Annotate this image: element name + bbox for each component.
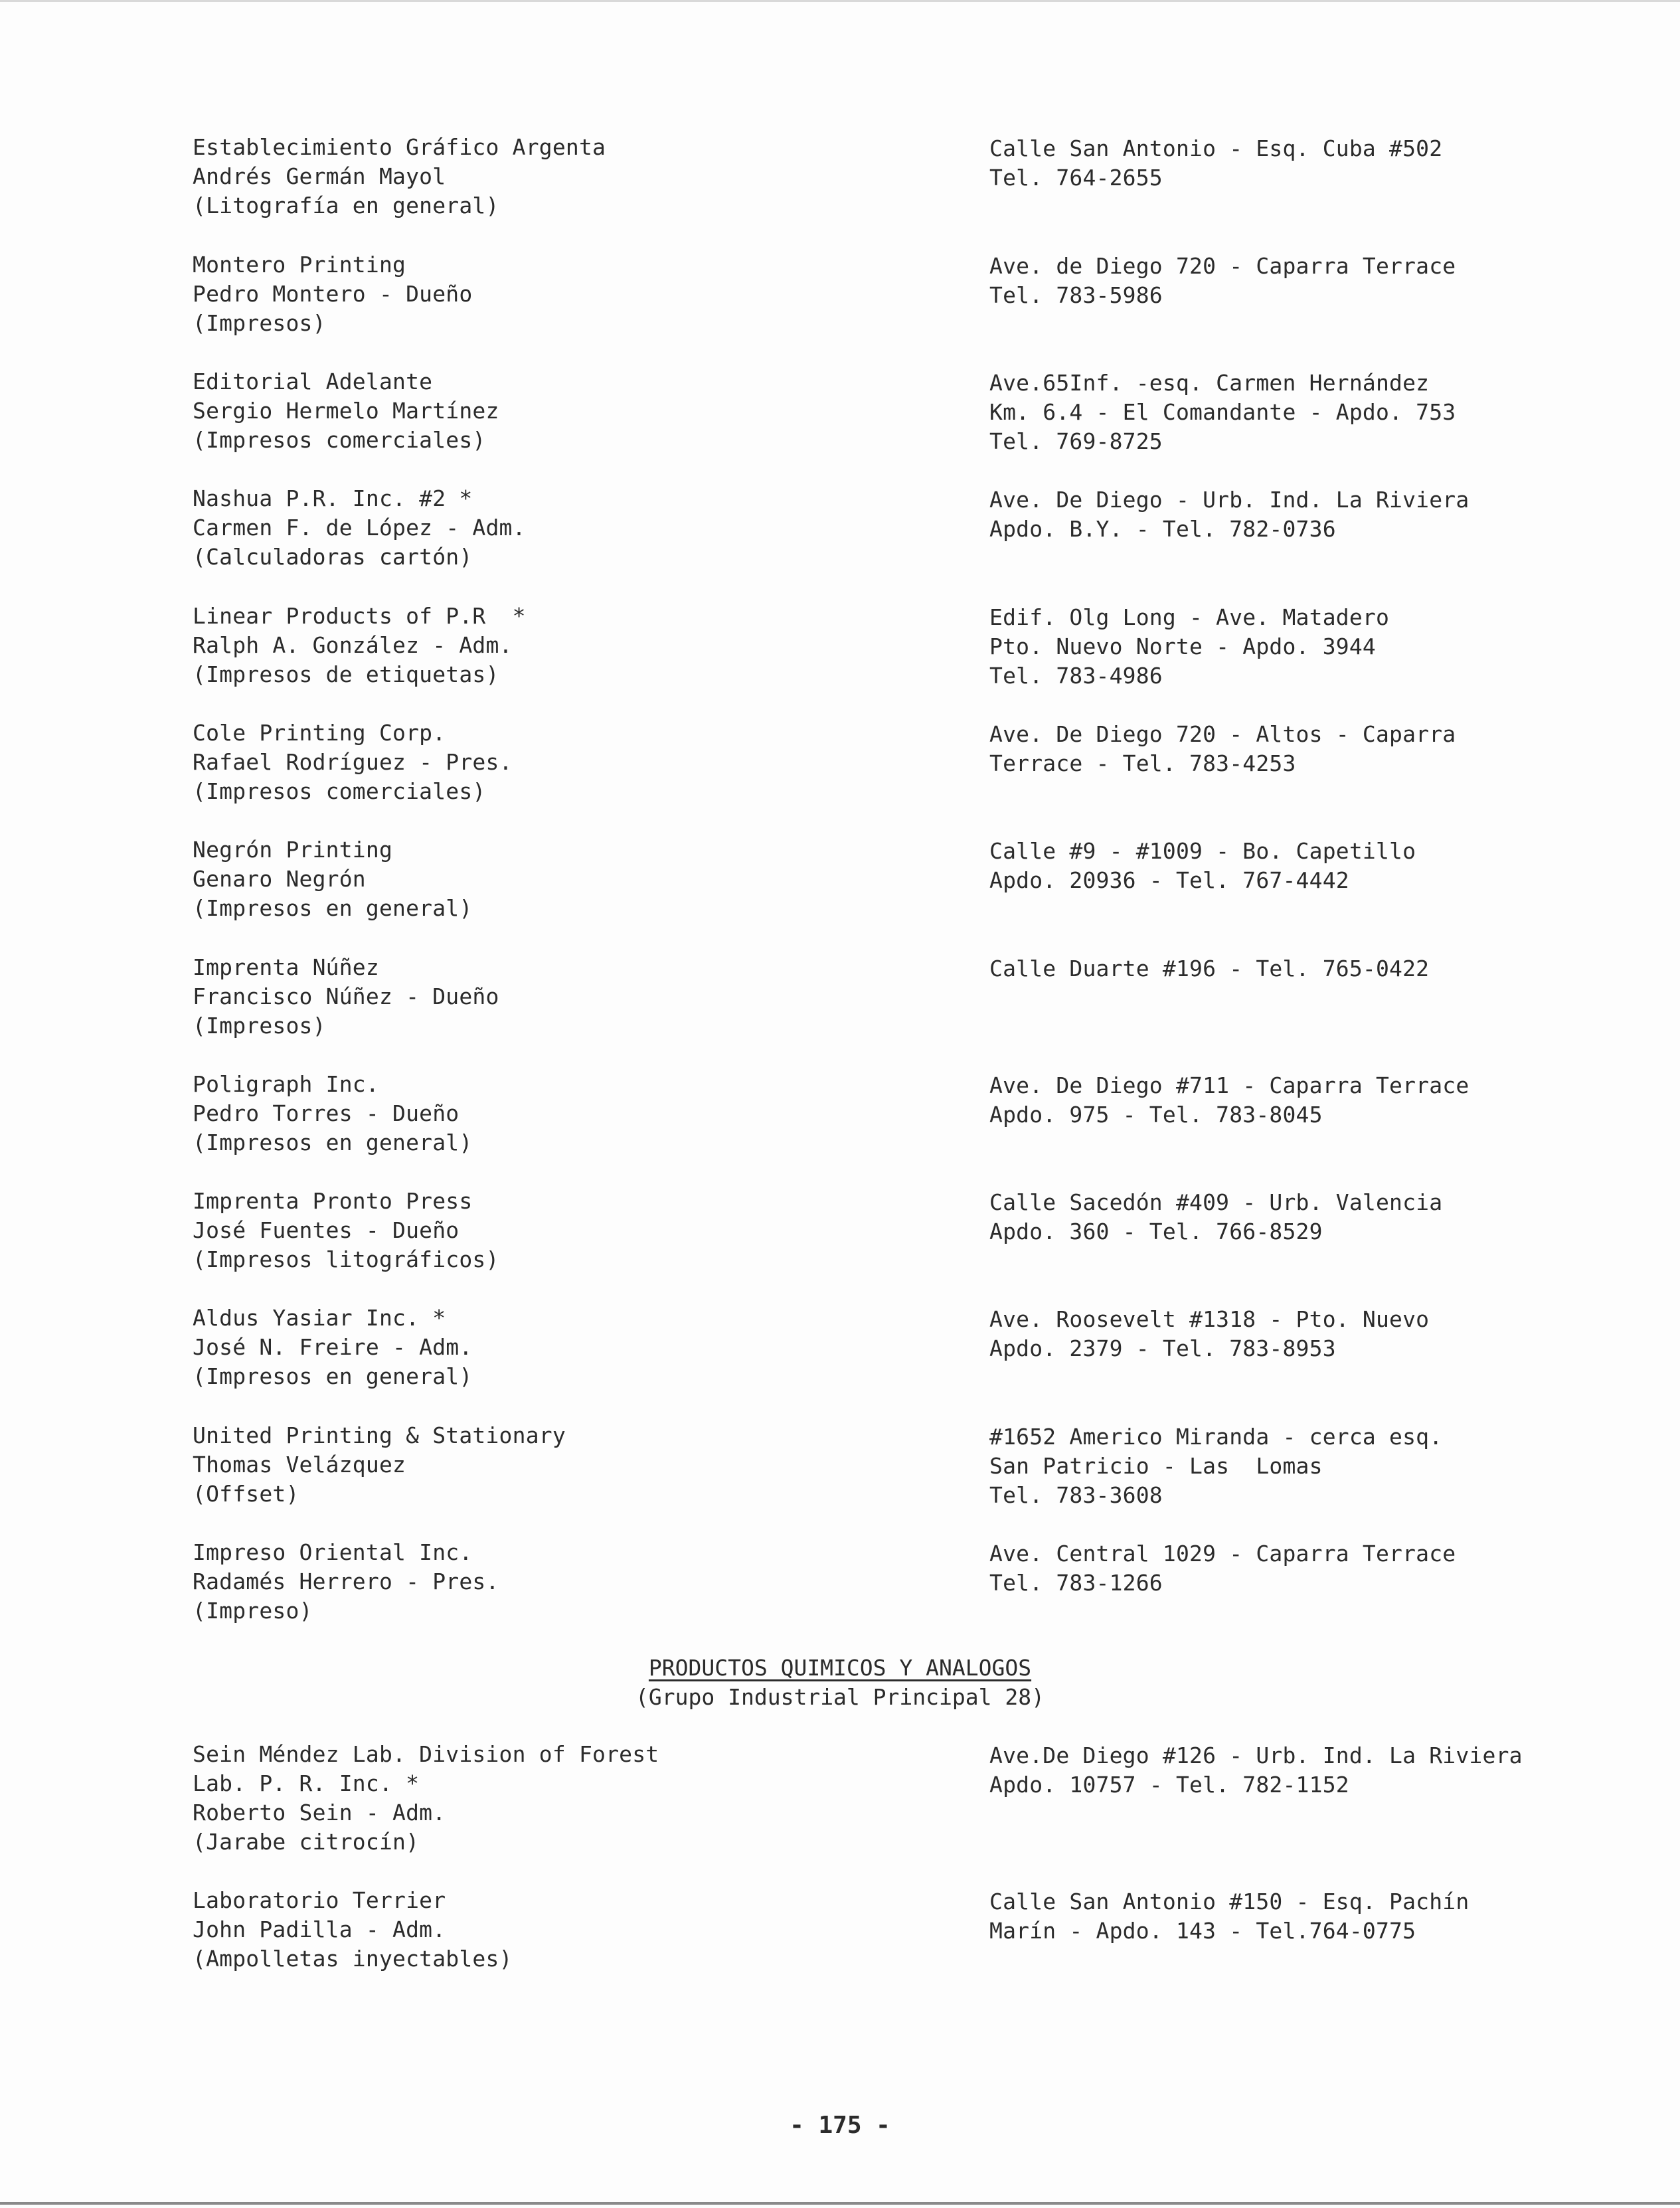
company-address-block bbox=[989, 1188, 1442, 1246]
company-detail: Pedro Montero - Dueño bbox=[193, 281, 473, 307]
address-line: #1652 Americo Miranda - cerca esq. bbox=[989, 1424, 1443, 1450]
company-name-block bbox=[193, 719, 513, 806]
company-name: Cole Printing Corp. bbox=[193, 720, 446, 746]
company-name-block bbox=[193, 1304, 472, 1391]
company-address-block bbox=[989, 837, 1416, 895]
company-detail: (Ampolletas inyectables) bbox=[193, 1946, 513, 1972]
company-name-block bbox=[193, 953, 499, 1041]
company-name: United Printing & Stationary bbox=[193, 1422, 566, 1448]
address-line: Apdo. 10757 - Tel. 782-1152 bbox=[989, 1772, 1349, 1798]
company-detail: (Impresos comerciales) bbox=[193, 778, 486, 804]
address-line: Ave.65Inf. -esq. Carmen Hernández bbox=[989, 370, 1430, 396]
address-line: Terrace - Tel. 783-4253 bbox=[989, 750, 1296, 776]
address-line: Calle San Antonio #150 - Esq. Pachín bbox=[989, 1889, 1470, 1914]
company-detail: (Impresos) bbox=[193, 310, 326, 336]
company-name-block bbox=[193, 1421, 566, 1509]
company-detail: Ralph A. González - Adm. bbox=[193, 632, 513, 658]
company-address-block bbox=[989, 1422, 1442, 1510]
address-line: Apdo. 975 - Tel. 783-8045 bbox=[989, 1102, 1323, 1128]
company-address-block bbox=[989, 954, 1429, 983]
company-detail: (Impresos en general) bbox=[193, 895, 473, 921]
company-name-block bbox=[193, 250, 472, 338]
section-title: PRODUCTOS QUIMICOS Y ANALOGOS bbox=[648, 1655, 1032, 1681]
company-address-block bbox=[989, 134, 1442, 193]
address-line: Ave.De Diego #126 - Urb. Ind. La Riviera bbox=[989, 1742, 1523, 1768]
company-detail: (Impresos litográficos) bbox=[193, 1246, 499, 1272]
address-line: Apdo. 2379 - Tel. 783-8953 bbox=[989, 1335, 1336, 1361]
company-address-block bbox=[989, 720, 1456, 778]
address-line: Calle Sacedón #409 - Urb. Valencia bbox=[989, 1189, 1443, 1215]
bottom-edge bbox=[0, 2202, 1680, 2205]
company-name-block bbox=[193, 602, 526, 689]
company-detail: (Impresos de etiquetas) bbox=[193, 661, 499, 687]
address-line: Apdo. B.Y. - Tel. 782-0736 bbox=[989, 516, 1336, 542]
address-line: Calle #9 - #1009 - Bo. Capetillo bbox=[989, 838, 1416, 864]
company-detail: Roberto Sein - Adm. bbox=[193, 1800, 446, 1826]
company-address-block bbox=[989, 1305, 1429, 1363]
company-detail: (Impresos comerciales) bbox=[193, 427, 486, 453]
company-name-block bbox=[193, 133, 606, 220]
company-name: Aldus Yasiar Inc. * bbox=[193, 1305, 446, 1331]
company-detail: (Impreso) bbox=[193, 1598, 313, 1624]
company-name: Nashua P.R. Inc. #2 * bbox=[193, 485, 473, 511]
company-detail: José N. Freire - Adm. bbox=[193, 1334, 473, 1360]
address-line: Ave. Central 1029 - Caparra Terrace bbox=[989, 1541, 1456, 1567]
company-name-block bbox=[193, 1886, 513, 1974]
company-detail: Genaro Negrón bbox=[193, 866, 366, 892]
company-name-block bbox=[193, 484, 526, 572]
company-address-block bbox=[989, 369, 1456, 456]
company-address-block bbox=[989, 1071, 1469, 1130]
company-detail: (Jarabe citrocín) bbox=[193, 1829, 420, 1855]
company-detail: (Calculadoras cartón) bbox=[193, 544, 473, 570]
address-line: Tel. 783-1266 bbox=[989, 1570, 1163, 1596]
address-line: Apdo. 20936 - Tel. 767-4442 bbox=[989, 867, 1349, 893]
address-line: Apdo. 360 - Tel. 766-8529 bbox=[989, 1219, 1323, 1244]
company-name: Imprenta Pronto Press bbox=[193, 1188, 473, 1214]
address-line: Tel. 783-3608 bbox=[989, 1482, 1163, 1508]
company-address-block bbox=[989, 603, 1389, 691]
section-heading bbox=[0, 1654, 1680, 1712]
company-detail: Radamés Herrero - Pres. bbox=[193, 1569, 499, 1594]
top-edge bbox=[0, 0, 1680, 2]
company-name: Negrón Printing bbox=[193, 837, 393, 863]
company-detail: Sergio Hermelo Martínez bbox=[193, 398, 499, 424]
company-name: Montero Printing bbox=[193, 252, 406, 278]
address-line: Ave. De Diego - Urb. Ind. La Riviera bbox=[989, 487, 1470, 513]
company-name: Imprenta Núñez bbox=[193, 954, 379, 980]
address-line: Ave. de Diego 720 - Caparra Terrace bbox=[989, 253, 1456, 279]
company-address-block bbox=[989, 1887, 1469, 1946]
company-name: Sein Méndez Lab. Division of Forest bbox=[193, 1741, 659, 1767]
company-name: Editorial Adelante bbox=[193, 369, 433, 394]
company-detail: (Litografía en general) bbox=[193, 193, 499, 218]
company-detail: Pedro Torres - Dueño bbox=[193, 1100, 460, 1126]
company-address-block bbox=[989, 1741, 1523, 1800]
company-detail: (Offset) bbox=[193, 1481, 299, 1507]
company-detail: (Impresos en general) bbox=[193, 1363, 473, 1389]
address-line: Ave. De Diego #711 - Caparra Terrace bbox=[989, 1072, 1470, 1098]
address-line: Edif. Olg Long - Ave. Matadero bbox=[989, 604, 1390, 630]
company-detail: (Impresos en general) bbox=[193, 1130, 473, 1155]
address-line: Tel. 769-8725 bbox=[989, 428, 1163, 454]
page-number: - 175 - bbox=[790, 2112, 890, 2139]
company-name-block bbox=[193, 1740, 659, 1857]
company-name: Laboratorio Terrier bbox=[193, 1887, 446, 1913]
address-line: Calle Duarte #196 - Tel. 765-0422 bbox=[989, 956, 1430, 981]
address-line: Ave. De Diego 720 - Altos - Caparra bbox=[989, 721, 1456, 747]
company-name: Impreso Oriental Inc. bbox=[193, 1539, 473, 1565]
company-name-block bbox=[193, 1187, 499, 1274]
company-address-block bbox=[989, 485, 1469, 544]
company-address-block bbox=[989, 1539, 1456, 1598]
company-detail: Rafael Rodríguez - Pres. bbox=[193, 749, 513, 775]
company-detail: Lab. P. R. Inc. * bbox=[193, 1770, 420, 1796]
company-name-block bbox=[193, 835, 472, 923]
company-name: Linear Products of P.R * bbox=[193, 603, 526, 629]
address-line: San Patricio - Las Lomas bbox=[989, 1453, 1323, 1479]
address-line: Tel. 783-4986 bbox=[989, 663, 1163, 689]
company-name: Poligraph Inc. bbox=[193, 1071, 379, 1097]
company-detail: John Padilla - Adm. bbox=[193, 1916, 446, 1942]
company-detail: José Fuentes - Dueño bbox=[193, 1217, 460, 1243]
address-line: Ave. Roosevelt #1318 - Pto. Nuevo bbox=[989, 1306, 1430, 1332]
company-detail: Carmen F. de López - Adm. bbox=[193, 515, 526, 541]
company-name-block bbox=[193, 1070, 472, 1157]
company-name-block bbox=[193, 1538, 499, 1626]
company-address-block bbox=[989, 252, 1456, 310]
company-name-block bbox=[193, 367, 499, 455]
address-line: Tel. 764-2655 bbox=[989, 165, 1163, 191]
section-subtitle: (Grupo Industrial Principal 28) bbox=[635, 1684, 1045, 1710]
address-line: Tel. 783-5986 bbox=[989, 282, 1163, 308]
address-line: Marín - Apdo. 143 - Tel.764-0775 bbox=[989, 1918, 1416, 1944]
company-detail: Thomas Velázquez bbox=[193, 1452, 406, 1478]
company-detail: Andrés Germán Mayol bbox=[193, 163, 446, 189]
company-name: Establecimiento Gráfico Argenta bbox=[193, 134, 606, 160]
company-detail: Francisco Núñez - Dueño bbox=[193, 983, 499, 1009]
address-line: Km. 6.4 - El Comandante - Apdo. 753 bbox=[989, 399, 1456, 425]
address-line: Calle San Antonio - Esq. Cuba #502 bbox=[989, 135, 1443, 161]
company-detail: (Impresos) bbox=[193, 1013, 326, 1039]
address-line: Pto. Nuevo Norte - Apdo. 3944 bbox=[989, 634, 1376, 659]
